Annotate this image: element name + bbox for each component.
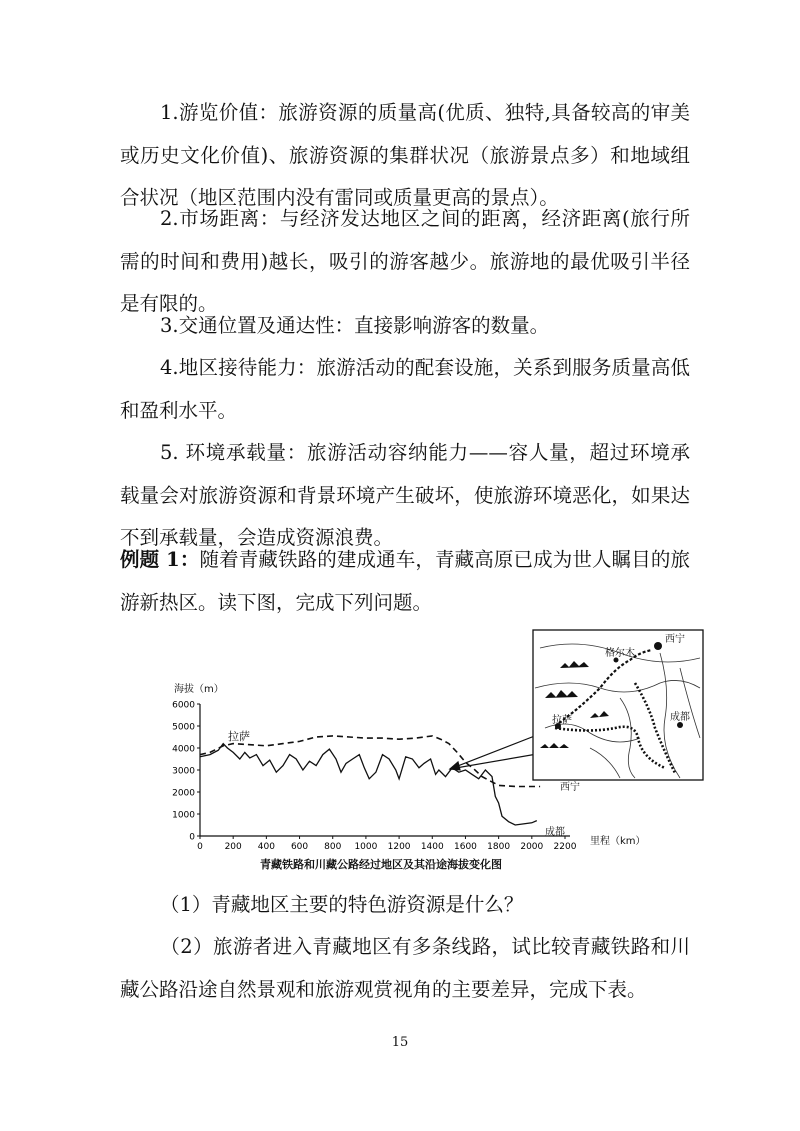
xining-marker — [654, 642, 662, 650]
map-label-chengdu: 成都 — [670, 712, 690, 723]
y-tick-label: 6000 — [172, 700, 195, 711]
question-2: （2）旅游者进入青藏地区有多条线路，试比较青藏铁路和川藏公路沿途自然景观和旅游观赏视角的主要差异，完成下表。 — [120, 935, 690, 1001]
y-axis-label: 海拔（m） — [174, 684, 224, 695]
y-tick-label: 0 — [189, 832, 195, 843]
map-label-xining: 西宁 — [665, 634, 685, 645]
x-tick-label: 1000 — [354, 842, 378, 852]
label-lhasa: 拉萨 — [228, 730, 250, 743]
x-tick-label: 1800 — [487, 842, 511, 852]
series-line-solid — [200, 744, 537, 825]
x-tick-label: 0 — [197, 842, 203, 852]
elevation-figure — [160, 628, 715, 876]
x-tick-label: 200 — [224, 842, 242, 852]
example-question — [120, 539, 690, 624]
y-tick-label: 1000 — [172, 810, 195, 821]
y-tick-label: 2000 — [172, 788, 195, 799]
paragraph-1: 1.游览价值：旅游资源的质量高(优质、独特,具备较高的审美或历史文化价值)、旅游资源的集群状况（旅游景点多）和地域组合状况（地区范围内没有雷同或质量更高的景点）。 — [120, 101, 690, 209]
x-tick-label: 1200 — [387, 842, 411, 852]
paragraph-5: 5. 环境承载量：旅游活动容纳能力——容人量，超过环境承载量会对旅游资源和背景环境产生破坏，使旅游环境恶化，如果达不到承载量，会造成资源浪费。 — [120, 441, 690, 549]
x-tick-label: 800 — [324, 842, 342, 852]
page-number: 15 — [391, 1035, 409, 1050]
y-tick-label: 4000 — [172, 744, 195, 755]
x-tick-label: 2200 — [553, 842, 577, 852]
x-tick-label: 1400 — [420, 842, 444, 852]
label-xining: 西宁 — [560, 782, 580, 793]
y-tick-label: 3000 — [172, 766, 195, 777]
paragraph-3: 3.交通位置及通达性：直接影响游客的数量。 — [160, 314, 550, 337]
label-chengdu: 成都 — [545, 827, 565, 838]
x-tick-label: 600 — [290, 842, 309, 852]
question-1: （1）青藏地区主要的特色游资源是什么？ — [160, 893, 524, 916]
x-tick-label: 2000 — [520, 842, 544, 852]
example-label: 例题 1： — [120, 548, 200, 571]
example-text: 随着青藏铁路的建成通车，青藏高原已成为世人瞩目的旅游新热区。读下图，完成下列问题。 — [120, 548, 690, 614]
x-tick-label: 400 — [257, 842, 275, 852]
map-label-lhasa: 拉萨 — [552, 715, 572, 726]
paragraph-2: 2.市场距离：与经济发达地区之间的距离，经济距离(旅行所需的时间和费用)越长，吸引的游客越少。旅游地的最优吸引半径是有限的。 — [120, 207, 690, 315]
x-tick-label: 1600 — [454, 842, 477, 852]
y-tick-label: 5000 — [172, 722, 195, 733]
paragraph-4: 4.地区接待能力：旅游活动的配套设施，关系到服务质量高低和盈利水平。 — [120, 356, 690, 422]
chart-title: 青藏铁路和川藏公路经过地区及其沿途海拔变化图 — [260, 858, 502, 871]
inset-map — [533, 630, 703, 780]
x-axis-label: 里程（km） — [590, 836, 646, 847]
series-line-dashed — [200, 736, 540, 787]
map-label-golmud: 格尔木 — [605, 648, 635, 659]
